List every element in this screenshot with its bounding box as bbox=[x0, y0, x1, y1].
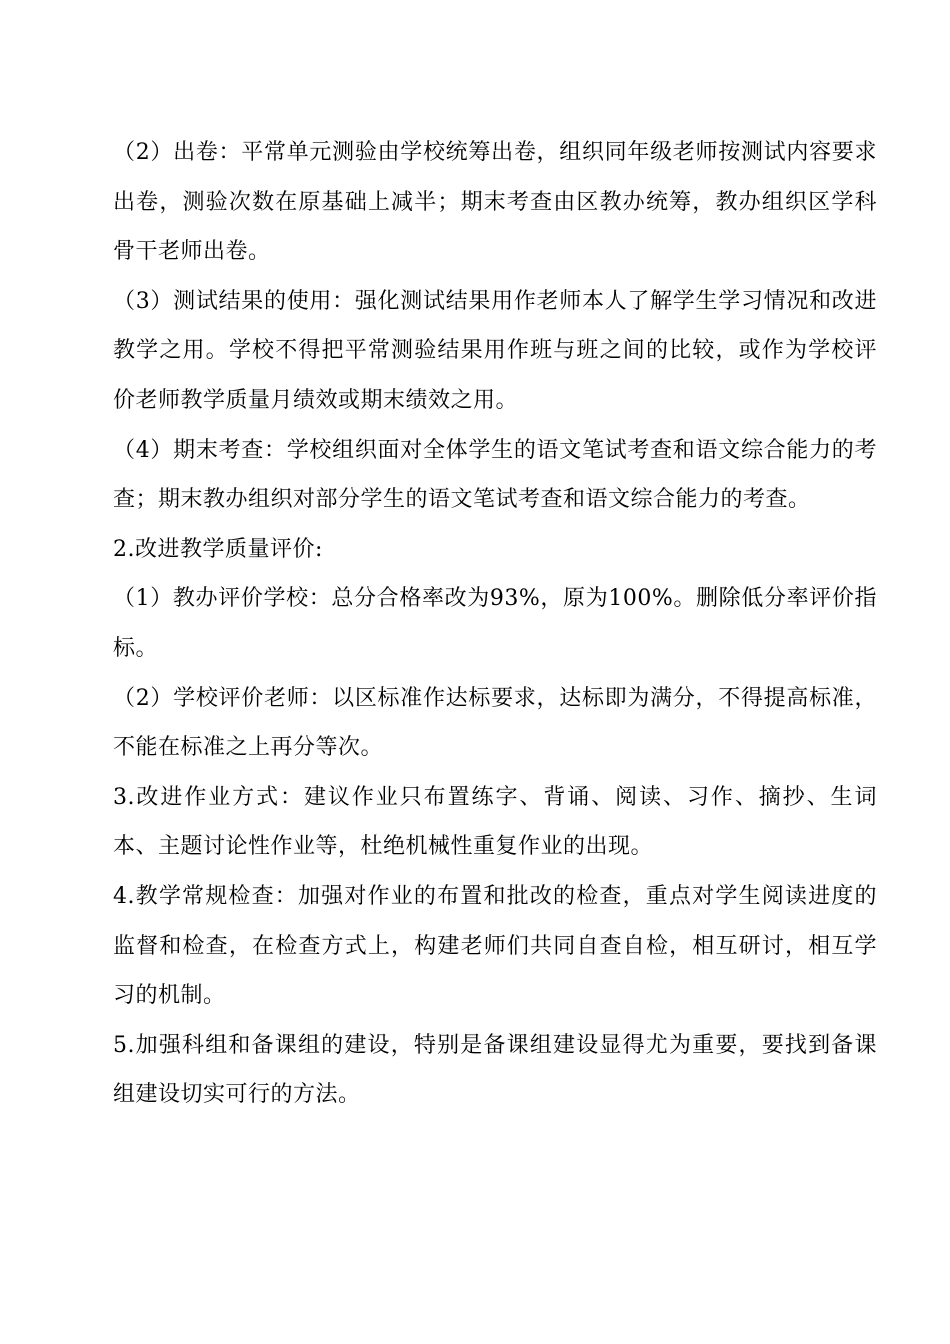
document-page bbox=[113, 128, 877, 1120]
paragraph-final-exam: （4）期末考查：学校组织面对全体学生的语文笔试考查和语文综合能力的考查；期末教办组织对部分学生的语文笔试考查和语文综合能力的考查。 bbox=[113, 437, 877, 513]
paragraph-exam-paper: （2）出卷：平常单元测验由学校统筹出卷，组织同年级老师按测试内容要求出卷，测验次数在原基础上减半；期末考查由区教办统筹，教办组织区学科骨干老师出卷。 bbox=[113, 140, 877, 265]
heading-quality-evaluation: 2.改进教学质量评价: bbox=[113, 536, 323, 562]
paragraph-group-building: 5.加强科组和备课组的建设，特别是备课组建设显得尤为重要，要找到备课组建设切实可行的方法。 bbox=[113, 1032, 877, 1108]
paragraph-teacher-evaluation: （2）学校评价老师：以区标准作达标要求，达标即为满分，不得提高标准，不能在标准之上再分等次。 bbox=[113, 685, 877, 761]
paragraph-school-evaluation: （1）教办评价学校：总分合格率改为93%，原为100%。删除低分率评价指标。 bbox=[113, 586, 877, 661]
paragraph-routine-check: 4.教学常规检查：加强对作业的布置和批改的检查，重点对学生阅读进度的监督和检查，在检查方式上，构建老师们共同自查自检，相互研讨，相互学习的机制。 bbox=[113, 883, 877, 1009]
paragraph-homework: 3.改进作业方式：建议作业只布置练字、背诵、阅读、习作、摘抄、生词本、主题讨论性作业等，杜绝机械性重复作业的出现。 bbox=[113, 784, 877, 860]
paragraph-test-results: （3）测试结果的使用：强化测试结果用作老师本人了解学生学习情况和改进教学之用。学校不得把平常测验结果用作班与班之间的比较，或作为学校评价老师教学质量月绩效或期末绩效之用。 bbox=[113, 288, 877, 413]
